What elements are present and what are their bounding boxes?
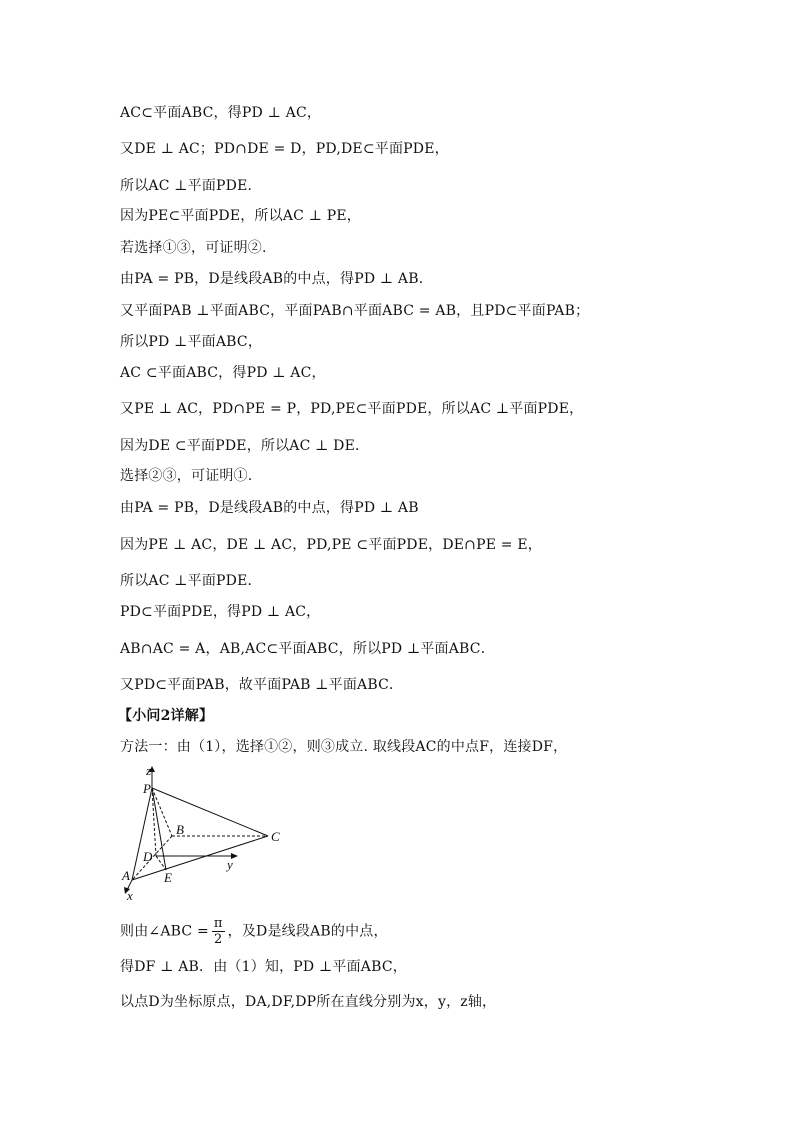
text-line-11: 因为DE ⊂平面PDE，所以AC ⊥ DE．	[120, 438, 370, 454]
fraction-pi-over-2	[212, 916, 225, 947]
text-line-17: AB∩AC = A，AB,AC⊂平面ABC，所以PD ⊥平面ABC．	[120, 641, 495, 657]
text-line-12: 选择②③，可证明①.	[120, 468, 253, 484]
label-x: x	[127, 888, 133, 903]
text-line-20: 得DF ⊥ AB．由（1）知，PD ⊥平面ABC，	[120, 959, 407, 975]
text-line-7: 又平面PAB ⊥平面ABC，平面PAB∩平面ABC = AB，且PD⊂平面PAB；	[120, 303, 590, 319]
angle-suffix: ，及D是线段AB的中点，	[227, 923, 388, 940]
section-header: 【小问2详解】	[118, 708, 214, 724]
text-line-18: 又PD⊂平面PAB，故平面PAB ⊥平面ABC．	[120, 677, 404, 693]
label-D: D	[143, 849, 153, 864]
label-B: B	[176, 822, 184, 837]
text-line-16: PD⊂平面PDE，得PD ⊥ AC，	[120, 604, 321, 620]
text-line-4: 因为PE⊂平面PDE，所以AC ⊥ PE，	[120, 208, 361, 224]
label-y: y	[227, 857, 233, 872]
label-z: z	[146, 766, 152, 778]
label-C: C	[271, 829, 280, 844]
text-line-angle	[120, 916, 388, 947]
text-line-21: 以点D为坐标原点，DA,DF,DP所在直线分别为x，y，z轴，	[120, 994, 497, 1010]
fraction-numerator: π	[213, 916, 223, 931]
text-line-3: 所以AC ⊥平面PDE．	[120, 178, 262, 194]
text-line-10: 又PE ⊥ AC，PD∩PE = P，PD,PE⊂平面PDE，所以AC ⊥平面PDE，	[120, 401, 584, 417]
text-line-9: AC ⊂平面ABC，得PD ⊥ AC，	[120, 365, 326, 381]
fraction-denominator: 2	[214, 932, 223, 947]
tetrahedron-figure	[116, 766, 296, 904]
text-line-6: 由PA = PB，D是线段AB的中点，得PD ⊥ AB．	[120, 271, 433, 287]
label-A: A	[122, 868, 130, 883]
label-P: P	[143, 781, 151, 796]
text-line-2: 又DE ⊥ AC；PD∩DE = D，PD,DE⊂平面PDE，	[120, 141, 449, 157]
text-line-19: 方法一：由（1），选择①②，则③成立. 取线段AC的中点F，连接DF，	[120, 739, 568, 755]
angle-prefix: 则由∠ABC =	[120, 923, 209, 940]
text-line-8: 所以PD ⊥平面ABC，	[120, 334, 263, 350]
label-E: E	[164, 870, 172, 885]
text-line-14: 因为PE ⊥ AC，DE ⊥ AC，PD,PE ⊂平面PDE，DE∩PE = E，	[120, 537, 543, 553]
text-line-15: 所以AC ⊥平面PDE．	[120, 573, 262, 589]
text-line-5: 若选择①③，可证明②.	[120, 240, 267, 256]
text-line-13: 由PA = PB，D是线段AB的中点，得PD ⊥ AB	[120, 500, 419, 516]
text-line-1: AC⊂平面ABC，得PD ⊥ AC，	[120, 105, 322, 121]
